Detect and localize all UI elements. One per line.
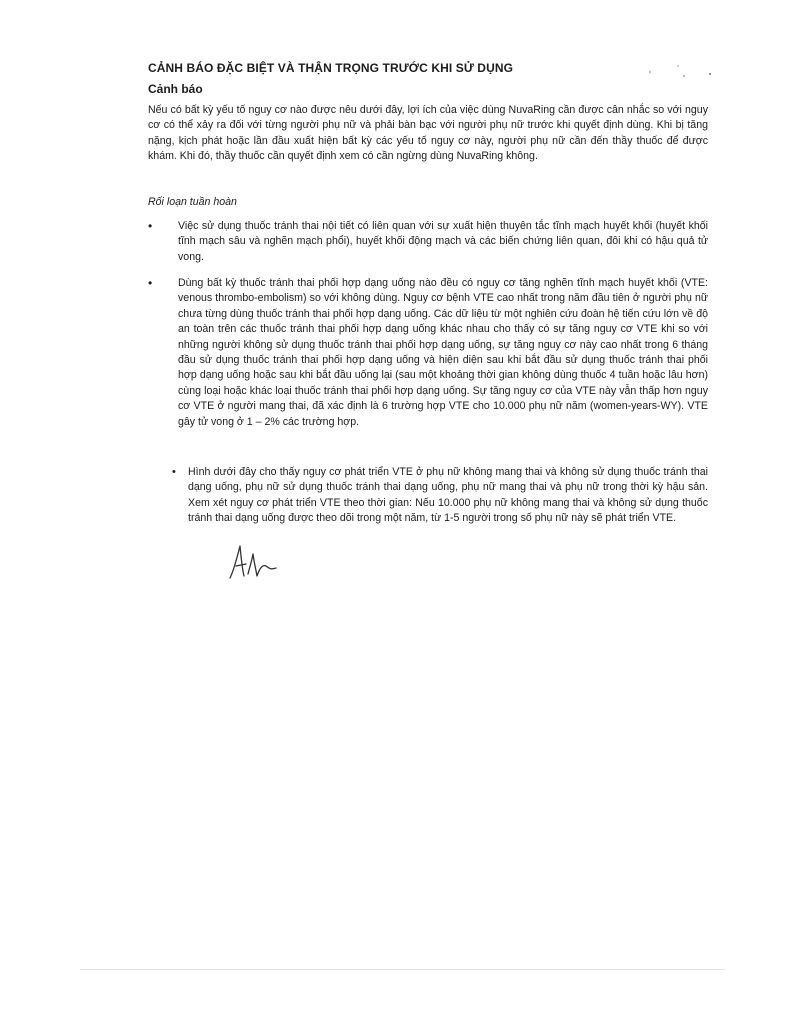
scan-specks xyxy=(640,64,720,84)
circulatory-disorders-title: Rối loạn tuần hoàn xyxy=(148,196,237,208)
bullet-dot: • xyxy=(172,466,176,478)
bullet-text: Việc sử dụng thuốc tránh thai nội tiết có liên quan với sự xuất hiện thuyên tắc tĩnh mạch huyết khối (huyết khối tĩnh mạch sâu và nghẽn mạch phổi), huyết khối động mạch và các biến chứng liên quan, đôi khi có hậu quả tử vong. xyxy=(178,220,708,263)
bullet-text: Dùng bất kỳ thuốc tránh thai phối hợp dạng uống nào đều có nguy cơ tăng nghẽn tĩnh mạch huyết khối (VTE: venous thrombo-embolism) so với không dùng. Nguy cơ bệnh VTE cao nhất trong năm đầu tiên ở người phụ nữ chưa từng dùng thuốc tránh thai phối hợp dạng uống. Các dữ liệu từ một nghiên cứu đoàn hệ tiến cứu lớn về độ an toàn trên các thuốc tránh thai phối hợp dạng uống khác nhau cho thấy có sự tăng nguy cơ VTE khi so với những người không sử dụng thuốc tránh thai phối hợp dạng uống, sự tăng nguy cơ này cao nhất trong 6 tháng đầu sử dụng thuốc tránh thai phối hợp dạng uống và hiện diện sau khi bắt đầu sử dụng thuốc tránh thai phối hợp dạng uống hoặc sau khi bắt đầu uống lại (sau một khoảng thời gian không dùng thuốc 4 tuần hoặc lâu hơn) cùng loại hoặc khác loại thuốc tránh thai phối hợp dạng uống. Sự tăng nguy cơ của VTE này vẫn thấp hơn nguy cơ VTE ở người mang thai, đã xác định là 6 trường hợp VTE cho 10.000 phụ nữ năm (women-years-WY). VTE gây tử vong ở 1 – 2% các trường hợp. xyxy=(178,277,708,428)
section-heading: CẢNH BÁO ĐẶC BIỆT VÀ THẬN TRỌNG TRƯỚC KHI SỬ DỤNG xyxy=(148,61,514,75)
sub-bullet-text: Hình dưới đây cho thấy nguy cơ phát triển VTE ở phụ nữ không mang thai và không sử dụng thuốc tránh thai dạng uống, phụ nữ sử dụng thuốc tránh thai dạng uống, phụ nữ mang thai và phụ nữ trong thời kỳ hậu sản. Xem xét nguy cơ phát triển VTE theo thời gian: Nếu 10.000 phụ nữ không mang thai và không sử dụng thuốc tránh thai dạng uống được theo dõi trong một năm, từ 1-5 người trong số phụ nữ này sẽ phát triển VTE. xyxy=(188,466,708,525)
footer-divider xyxy=(80,969,725,970)
handwritten-signature xyxy=(226,540,278,584)
warning-subheading: Cảnh báo xyxy=(148,82,203,96)
bullet-dot: • xyxy=(148,276,153,290)
bullet-dot: • xyxy=(148,219,153,233)
intro-paragraph: Nếu có bất kỳ yếu tố nguy cơ nào được nêu dưới đây, lợi ích của việc dùng NuvaRing cần được cân nhắc so với nguy cơ có thể xảy ra đối với từng người phụ nữ và phải bàn bạc với người phụ nữ trước khi quyết định dùng. Khi bị tăng nặng, kịch phát hoặc lần đầu xuất hiện bất kỳ các yếu tố nguy cơ này, người phụ nữ cần đến thầy thuốc để được khám. Khi đó, thầy thuốc cần quyết định xem có cần ngừng dùng NuvaRing không. xyxy=(148,104,708,163)
